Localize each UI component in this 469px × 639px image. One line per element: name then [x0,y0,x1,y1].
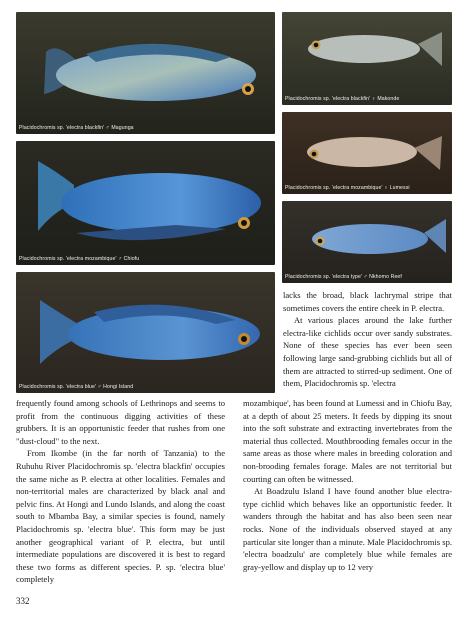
photo-caption: Placidochromis sp. 'electra blackfin' ♂ Magunga [19,125,134,131]
paragraph: At various places around the lake further electra-like cichlids occur over sandy substrates. None of these species has ever been seen following large sand-grubbing cichlids but all of them are attracted to stirred-up sediment. One of them, Placidochromis sp. 'electra [283,315,452,389]
fish-photo [282,112,452,194]
photo-caption: Placidochromis sp. 'electra blue' ♂ Hongi Island [19,384,134,390]
photo-caption: Placidochromis sp. 'electra mozambique' ♀ Lumessi [285,185,410,191]
photo-caption: Placidochromis sp. 'electra blackfin' ♀ Makonde [285,96,400,102]
text-column-right-bottom [243,397,452,573]
text-column-right-top [283,289,452,390]
photo-caption: Placidochromis sp. 'electra type' ♂ Nkhomo Reef [285,274,402,280]
photo-electra-mozambique-female [282,112,452,194]
fish-photo [16,12,275,134]
photo-electra-blue-male [16,272,275,393]
paragraph: From Ikombe (in the far north of Tanzania) to the Ruhuhu River Placidochromis sp. 'electra blackfin' occupies the same niche as P. electra at other localities. Females and non-territorial males are characterized by black anal and pelvic fins. At Hongi and Lundo Islands, and along the coast south to Mbamba Bay, a similar species is found, namely Placidochromis sp. 'electra blue'. This form may be just another geographical variant of P. electra, but until intermediate populations are discovered it is best to regard these two forms as different species. P. sp. 'electra blue' completely [16,448,225,585]
paragraph: lacks the broad, black lachrymal stripe that sometimes covers the entire cheek in P. electra. [283,290,452,313]
paragraph: frequently found among schools of Lethrinops and seems to profit from the continuous digging activities of these grubbers. It is an opportunistic feeder that rushes from one "dust-cloud" to the next. [16,398,225,446]
photo-electra-mozambique-male [16,141,275,265]
photo-caption: Placidochromis sp. 'electra mozambique' ♂ Chiofu [19,256,140,262]
paragraph: mozambique', has been found at Lumessi and in Chiofu Bay, at a depth of about 25 meters. It feeds by dipping its snout into the soft substrate and extracting invertebrates from the material thus collected. Mouthbrooding females occur in the same areas as those where males in breeding coloration and non-brooding females forage. Males are not territorial but courting can often be witnessed. [243,398,452,484]
fish-photo [282,12,452,105]
photo-electra-blackfin-female [282,12,452,105]
fish-photo [16,141,275,265]
photo-electra-blackfin-male [16,12,275,134]
photo-electra-type-male [282,201,452,283]
fish-photo [282,201,452,283]
paragraph: At Boadzulu Island I have found another blue electra-type cichlid which behaves like an opportunistic feeder. It wanders through the habitat and has also been seen near rocks. None of the individuals observed stayed at any particular site longer than a minute. Male Placidochromis sp. 'electra boadzulu' are completely blue while females are gray-yellow and display up to 12 very [243,486,452,572]
fish-photo [16,272,275,393]
page-number: 332 [16,596,30,606]
text-column-left [16,397,225,586]
